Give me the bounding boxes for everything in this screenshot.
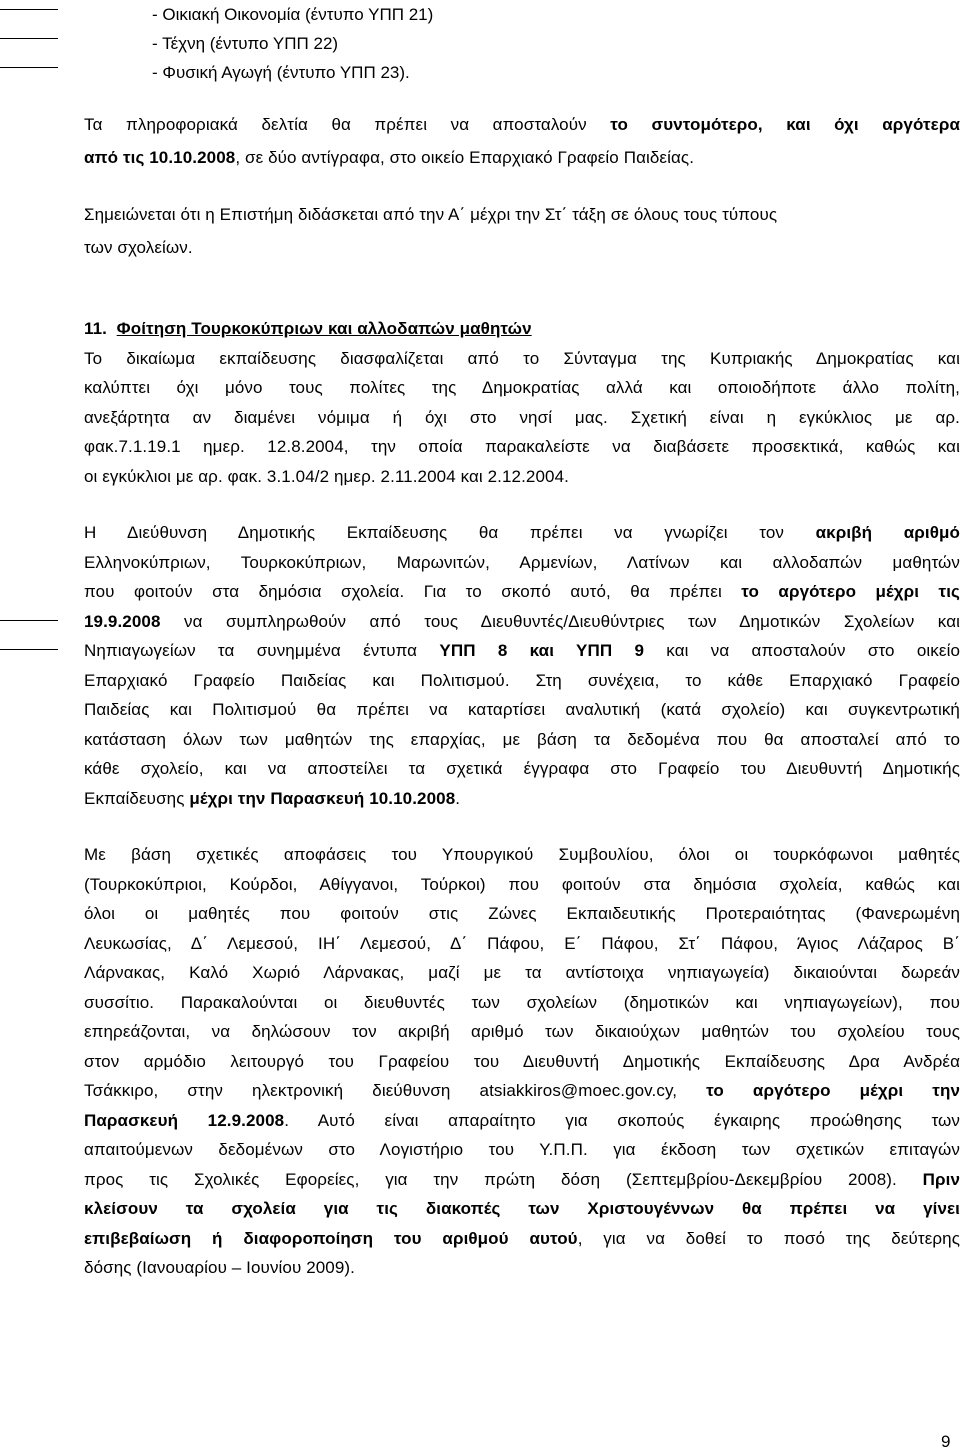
text: των σχολείων. [84, 238, 193, 257]
emphasis: επιβεβαίωση ή διαφοροποίηση του αριθμού αυτού [84, 1228, 578, 1248]
section-title: Φοίτηση Τουρκοκύπριων και αλλοδαπών μαθητών [116, 319, 532, 338]
text: , σε δύο αντίγραφα, στο οικείο Επαρχιακό Γραφείο Παιδείας. [235, 148, 695, 167]
emphasis: ακριβή αριθμό [815, 523, 960, 542]
text: και να αποσταλούν στο οικείο [644, 641, 960, 660]
text: κάθε σχολείο, και να αποστείλει τα σχετικά έγγραφα στο Γραφείο του Διευθυντή Δημοτικής [84, 759, 960, 778]
section-11 [84, 314, 960, 491]
text: Ελληνοκύπριων, Τουρκοκύπριων, Μαρωνιτών, Αρμενίων, Λατίνων και αλλοδαπών μαθητών [84, 552, 960, 572]
text: κατάσταση όλων των μαθητών της επαρχίας, με βάση τα δεδομένα που θα αποσταλεί από το [84, 729, 960, 749]
bullet-item: - Τέχνη (έντυπο ΥΠΠ 22) [152, 34, 339, 53]
bullet-item: - Οικιακή Οικονομία (έντυπο ΥΠΠ 21) [152, 5, 434, 24]
section-number: 11. [84, 319, 107, 338]
text: απαιτούμενων δεδομένων στο Λογιστήριο του Υ.Π.Π. για έκδοση των σχετικών επιταγών [84, 1140, 960, 1159]
bullet-list [152, 0, 433, 87]
paragraph-science-note [84, 198, 960, 264]
paragraph-student-count [84, 518, 960, 813]
text: Σημειώνεται ότι η Επιστήμη διδάσκεται από την Α΄ μέχρι την Στ΄ τάξη σε όλους τους τύπους [84, 205, 778, 224]
paragraph-free-meals [84, 840, 960, 1283]
emphasis: Παρασκευή 12.9.2008 [84, 1110, 285, 1130]
margin-rule [0, 620, 58, 621]
emphasis: από τις 10.10.2008 [84, 148, 236, 167]
text: Νηπιαγωγείων τα συνημμένα έντυπα [84, 641, 440, 660]
text: όλοι οι μαθητές που φοιτούν στις Ζώνες Εκπαιδευτικής Προτεραιότητας (Φανερωμένη [84, 904, 960, 923]
emphasis: κλείσουν τα σχολεία για τις διακοπές των Χριστουγέννων θα πρέπει να γίνει [84, 1199, 960, 1218]
text: . Αυτό είναι απαραίτητο για σκοπούς έγκαιρης προώθησης των [284, 1110, 960, 1130]
emphasis: 19.9.2008 [84, 611, 161, 631]
text: , για να δοθεί το ποσό της δεύτερης [577, 1228, 960, 1248]
text: Λευκωσίας, Δ΄ Λεμεσού, ΙΗ΄ Λεμεσού, Δ΄ Πάφου, Ε΄ Πάφου, Στ΄ Πάφου, Άγιος Λάζαρος Β΄ [84, 933, 960, 953]
text: που φοιτούν στα δημόσια σχολεία. Για το σκοπό αυτό, θα πρέπει [84, 582, 742, 601]
emphasis: Πριν [922, 1169, 960, 1189]
text: . [455, 788, 461, 808]
text: στον αρμόδιο λειτουργό του Γραφείου του Διευθυντή Δημοτικής Εκπαίδευσης Δρα Ανδρέα [84, 1051, 960, 1071]
text: φακ.7.1.19.1 ημερ. 12.8.2004, την οποία παρακαλείστε να διαβάσετε προσεκτικά, καθώς και [84, 437, 960, 456]
emphasis: μέχρι την Παρασκευή 10.10.2008 [189, 788, 456, 808]
emphasis: το συντομότερο, και όχι αργότερα [610, 115, 960, 134]
text: Παιδείας και Πολιτισμού θα πρέπει να καταρτίσει αναλυτική (κατά σχολείο) και συγκεντρωτική [84, 700, 960, 719]
text: συσσίτιο. Παρακαλούνται οι διευθυντές των σχολείων (δημοτικών και νηπιαγωγείων), που [84, 992, 960, 1012]
margin-rule [0, 38, 58, 39]
text: Λάρνακας, Καλό Χωριό Λάρνακας, μαζί με τα αντίστοιχα νηπιαγωγεία) δικαιούνται δωρεάν [84, 963, 960, 982]
margin-rule [0, 9, 58, 10]
text: Η Διεύθυνση Δημοτικής Εκπαίδευσης θα πρέπει να γνωρίζει τον [84, 523, 816, 542]
text: Εκπαίδευσης [84, 788, 190, 808]
text: οι εγκύκλιοι με αρ. φακ. 3.1.04/2 ημερ. 2.11.2004 και 2.12.2004. [84, 466, 569, 486]
section-heading [84, 314, 960, 344]
text: Τσάκκιρο, στην ηλεκτρονική διεύθυνση atsiakkiros@moec.gov.cy, [84, 1081, 707, 1100]
text: να συμπληρωθούν από τους Διευθυντές/Διευθύντριες των Δημοτικών Σχολείων και [160, 611, 960, 631]
text: (Τουρκοκύπριοι, Κούρδοι, Αθίγγανοι, Τούρκοι) που φοιτούν στα δημόσια σχολεία, καθώς και [84, 874, 960, 894]
text: Τα πληροφοριακά δελτία θα πρέπει να αποσταλούν [84, 115, 611, 134]
emphasis: ΥΠΠ 8 και ΥΠΠ 9 [439, 641, 645, 660]
text: επηρεάζονται, να δηλώσουν τον ακριβή αριθμό των δικαιούχων μαθητών του σχολείου τους [84, 1022, 960, 1041]
paragraph-deadline [84, 108, 960, 174]
margin-rule [0, 649, 58, 650]
text: Επαρχιακό Γραφείο Παιδείας και Πολιτισμού. Στη συνέχεια, το κάθε Επαρχιακό Γραφείο [84, 670, 960, 690]
margin-rule [0, 67, 58, 68]
text: προς τις Σχολικές Εφορείες, για την πρώτη δόση (Σεπτεμβρίου-Δεκεμβρίου 2008). [84, 1169, 923, 1189]
text: καλύπτει όχι μόνο τους πολίτες της Δημοκρατίας αλλά και οποιοδήποτε άλλο πολίτη, [84, 378, 960, 397]
bullet-item: - Φυσική Αγωγή (έντυπο ΥΠΠ 23). [152, 63, 410, 82]
text: Με βάση σχετικές αποφάσεις του Υπουργικού Συμβουλίου, όλοι οι τουρκόφωνοι μαθητές [84, 845, 960, 864]
emphasis: το αργότερο μέχρι την [706, 1081, 960, 1100]
text: δόσης (Ιανουαρίου – Ιουνίου 2009). [84, 1258, 356, 1277]
text: Το δικαίωμα εκπαίδευσης διασφαλίζεται από το Σύνταγμα της Κυπριακής Δημοκρατίας και [84, 348, 960, 368]
text: ανεξάρτητα αν διαμένει νόμιμα ή όχι στο νησί μας. Σχετική είναι η εγκύκλιος με αρ. [84, 407, 960, 427]
emphasis: το αργότερο μέχρι τις [741, 582, 960, 601]
page-number: 9 [941, 1432, 951, 1451]
